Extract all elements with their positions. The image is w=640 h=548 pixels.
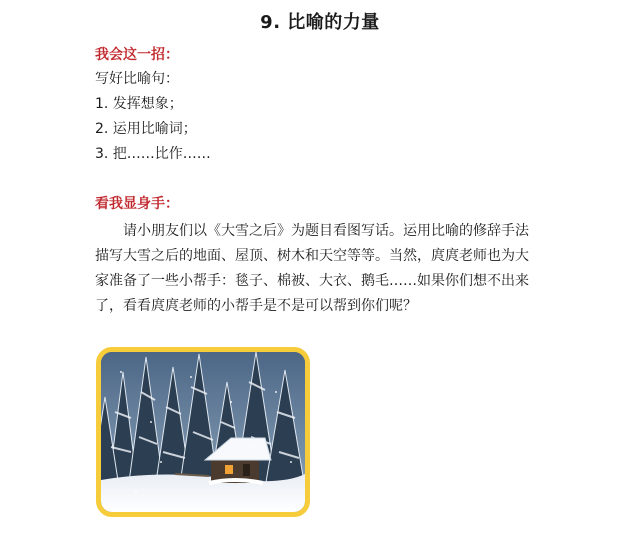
list-item: 3. 把……比作…… [95, 146, 211, 162]
snowy-cabin-photo [96, 347, 310, 517]
list-item: 2. 运用比喻词； [95, 121, 197, 137]
page-title: 9. 比喻的力量 [260, 12, 380, 33]
instructions-paragraph: 请小朋友们以《大雪之后》为题目看图写话。运用比喻的修辞手法描写大雪之后的地面、屋顶、树木和天空等等。当然，庹庹老师也为大家准备了一些小帮手：毯子、棉被、大衣、鹅毛……如果你们想不出来了，看看庹庹老师的小帮手是不是可以帮到你们呢？ [95, 223, 529, 314]
list-item: 写好比喻句： [95, 71, 179, 87]
section-heading-skills: 我会这一招： [95, 47, 179, 63]
list-item: 1. 发挥想象； [95, 96, 183, 112]
section-heading-practice: 看我显身手： [95, 196, 179, 212]
